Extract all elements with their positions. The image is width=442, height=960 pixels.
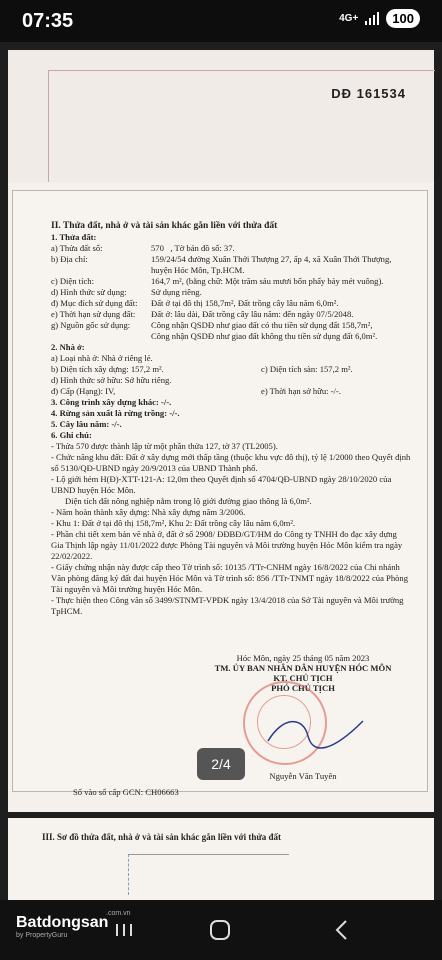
back-icon[interactable] xyxy=(328,916,356,944)
page-indicator: 2/4 xyxy=(197,748,245,780)
level-row xyxy=(51,386,411,397)
section-other-works: 3. Công trình xây dựng khác: -/-. xyxy=(51,397,172,407)
note-item: - Khu 1: Đất ở tại đô thị 158,7m², Khu 2: Đất trồng cây lâu năm 6,0m². xyxy=(51,518,296,528)
note-item: - Thực hiện theo Công văn số 3499/STNMT-VPĐK ngày 13/4/2018 của Sở Tài nguyên và Môi trường TpHCM. xyxy=(51,595,404,616)
purpose-label: đ) Mục đích sử dụng đất: xyxy=(51,298,138,308)
origin-1: Công nhận QSDĐ như giao đất có thu tiền sử dụng đất 158,7m², xyxy=(151,320,373,330)
sign-role: PHÓ CHỦ TỊCH xyxy=(271,683,335,693)
section-forest: 4. Rừng sản xuất là rừng trồng: -/-. xyxy=(51,408,180,418)
battery-level: 100 xyxy=(386,9,420,28)
origin-2: Công nhận QSDĐ như giao đất không thu tiền sử dụng đất 6,0m². xyxy=(151,331,378,341)
page-1-bottom xyxy=(8,50,434,198)
certificate-text xyxy=(51,221,411,617)
signer-name: Nguyễn Văn Tuyên xyxy=(269,771,337,781)
own-form: d) Hình thức sở hữu: Sở hữu riêng. xyxy=(51,375,172,385)
area: 164,7 m², xyxy=(151,276,184,286)
address-label: b) Địa chỉ: xyxy=(51,254,88,264)
area-row xyxy=(51,276,411,287)
brand-byline: by PropertyGuru xyxy=(16,932,68,939)
sheet-no: 37. xyxy=(223,243,235,253)
parcel-row xyxy=(51,243,411,254)
gcn-number: Số vào sổ cấp GCN: CH06663 xyxy=(73,787,179,797)
house-area-row xyxy=(51,364,411,375)
term-row xyxy=(51,309,411,320)
brand-logo xyxy=(16,910,131,939)
image-viewer[interactable] xyxy=(0,42,442,900)
address: 159/24/54 đường Xuân Thới Thượng 27, ấp 4, xã Xuân Thới Thượng, huyện Hóc Môn, Tp.HCM. xyxy=(151,254,392,275)
status-time: 07:35 xyxy=(22,10,74,32)
network-indicator: 4G+ xyxy=(339,12,359,24)
origin-label: g) Nguồn gốc sử dụng: xyxy=(51,320,131,330)
address-row xyxy=(51,254,411,276)
page-3-title: III. Sơ đồ thửa đất, nhà ở và tài sản khác gắn liền với thửa đất xyxy=(42,832,282,842)
signal-icon xyxy=(364,12,380,26)
build-area: b) Diện tích xây dựng: 157,2 m². xyxy=(51,364,164,374)
certificate-page xyxy=(12,190,428,797)
use-form-row xyxy=(51,287,411,298)
page-2 xyxy=(8,182,434,812)
sign-org: TM. ỦY BAN NHÂN DÂN HUYỆN HÓC MÔN xyxy=(214,663,392,673)
section-notes: 6. Ghi chú: xyxy=(51,430,92,440)
purpose: Đất ở tại đô thị 158,7m², Đất trồng cây lâu năm 6,0m². xyxy=(151,298,339,308)
area-words: (bằng chữ: Một trăm sáu mươi bốn phẩy bảy mét vuông). xyxy=(186,276,384,286)
note-item: - Chức năng khu đất: Đất ở xây dựng mới thấp tầng (thuộc khu vực đô thị), tỷ lệ 1/2000 theo Quyết định số 5130/QĐ-UBND ngày 20/9/2013 của UBND Thành phố. xyxy=(51,452,411,473)
brand-name: Batdongsan xyxy=(16,914,109,931)
sign-kt: KT. CHỦ TỊCH xyxy=(273,673,333,683)
status-bar xyxy=(0,0,442,42)
house-type: a) Loại nhà ở: Nhà ở riêng lẻ. xyxy=(51,353,153,363)
parcel-no: 570 xyxy=(151,243,164,253)
parcel-sketch xyxy=(128,854,289,895)
note-item: - Phần chi tiết xem bản vẽ nhà ở, đất ở số 2908/ ĐĐBĐ/GT/HM do Công ty TNHH đo đạc xây dựng Gia Thịnh lập ngày 11/01/2022 được Phòng Tài nguyên và Môi trường huyện Hóc Môn kiểm tra ngày 22/02/2022. xyxy=(51,529,403,561)
home-icon[interactable] xyxy=(206,916,234,944)
navigation-bar xyxy=(0,900,442,960)
note-item: Diện tích đất nông nghiệp nằm trong lộ giới đường giao thông là 6,0m². xyxy=(65,496,312,506)
section-house: 2. Nhà ở: xyxy=(51,342,85,352)
purpose-row xyxy=(51,298,411,309)
status-icons xyxy=(339,9,420,28)
section-land: 1. Thửa đất: xyxy=(51,232,97,242)
sign-date: Hóc Môn, ngày 25 tháng 05 năm 2023 xyxy=(236,653,370,663)
use-form: Sử dụng riêng. xyxy=(151,287,202,297)
page-3-top xyxy=(8,818,434,900)
note-item: - Năm hoàn thành xây dựng: Nhà xây dựng năm 3/2006. xyxy=(51,507,246,517)
certificate-serial: DĐ 161534 xyxy=(331,86,406,101)
note-item: - Thửa 570 được thành lập từ một phần thửa 127, tờ 37 (TL2005). xyxy=(51,441,278,451)
recent-apps-icon[interactable] xyxy=(110,916,138,944)
sheet-label: , Tờ bản đồ số: xyxy=(170,243,222,253)
brand-domain: .com.vn xyxy=(106,910,131,917)
own-term: e) Thời hạn sở hữu: -/-. xyxy=(261,386,341,396)
term-label: e) Thời hạn sử dụng đất: xyxy=(51,309,136,319)
parcel-label: a) Thửa đất số: xyxy=(51,243,103,253)
section-trees: 5. Cây lâu năm: -/-. xyxy=(51,419,122,429)
note-item: - Giấy chứng nhận này được cấp theo Tờ trình số: 10135 /TTr-CNHM ngày 16/8/2022 của Chi nhánh Văn phòng đăng ký đất đai huyện Hóc Môn và Tờ trình số: 856 /TTr-TNMT ngày 18/8/2022 của Phòng Tài nguyên và Môi trường huyện Hóc Môn. xyxy=(51,562,409,594)
signature-mark xyxy=(263,711,373,751)
use-form-label: d) Hình thức sử dụng: xyxy=(51,287,127,297)
area-label: c) Diện tích: xyxy=(51,276,94,286)
floor-area: c) Diện tích sàn: 157,2 m². xyxy=(261,364,353,374)
level: đ) Cấp (Hạng): IV, xyxy=(51,386,116,396)
term: Đất ở: lâu dài, Đất trồng cây lâu năm: đến ngày 07/5/2048. xyxy=(151,309,354,319)
note-item: - Lộ giới hẻm H(Đ)-XTT-121-A: 12,0m theo Quyết định số 4704/QĐ-UBND ngày 28/10/2020 của UBND huyện Hóc Môn. xyxy=(51,474,392,495)
origin-row xyxy=(51,320,411,342)
section-title: II. Thửa đất, nhà ở và tài sản khác gắn liền với thửa đất xyxy=(51,221,278,231)
